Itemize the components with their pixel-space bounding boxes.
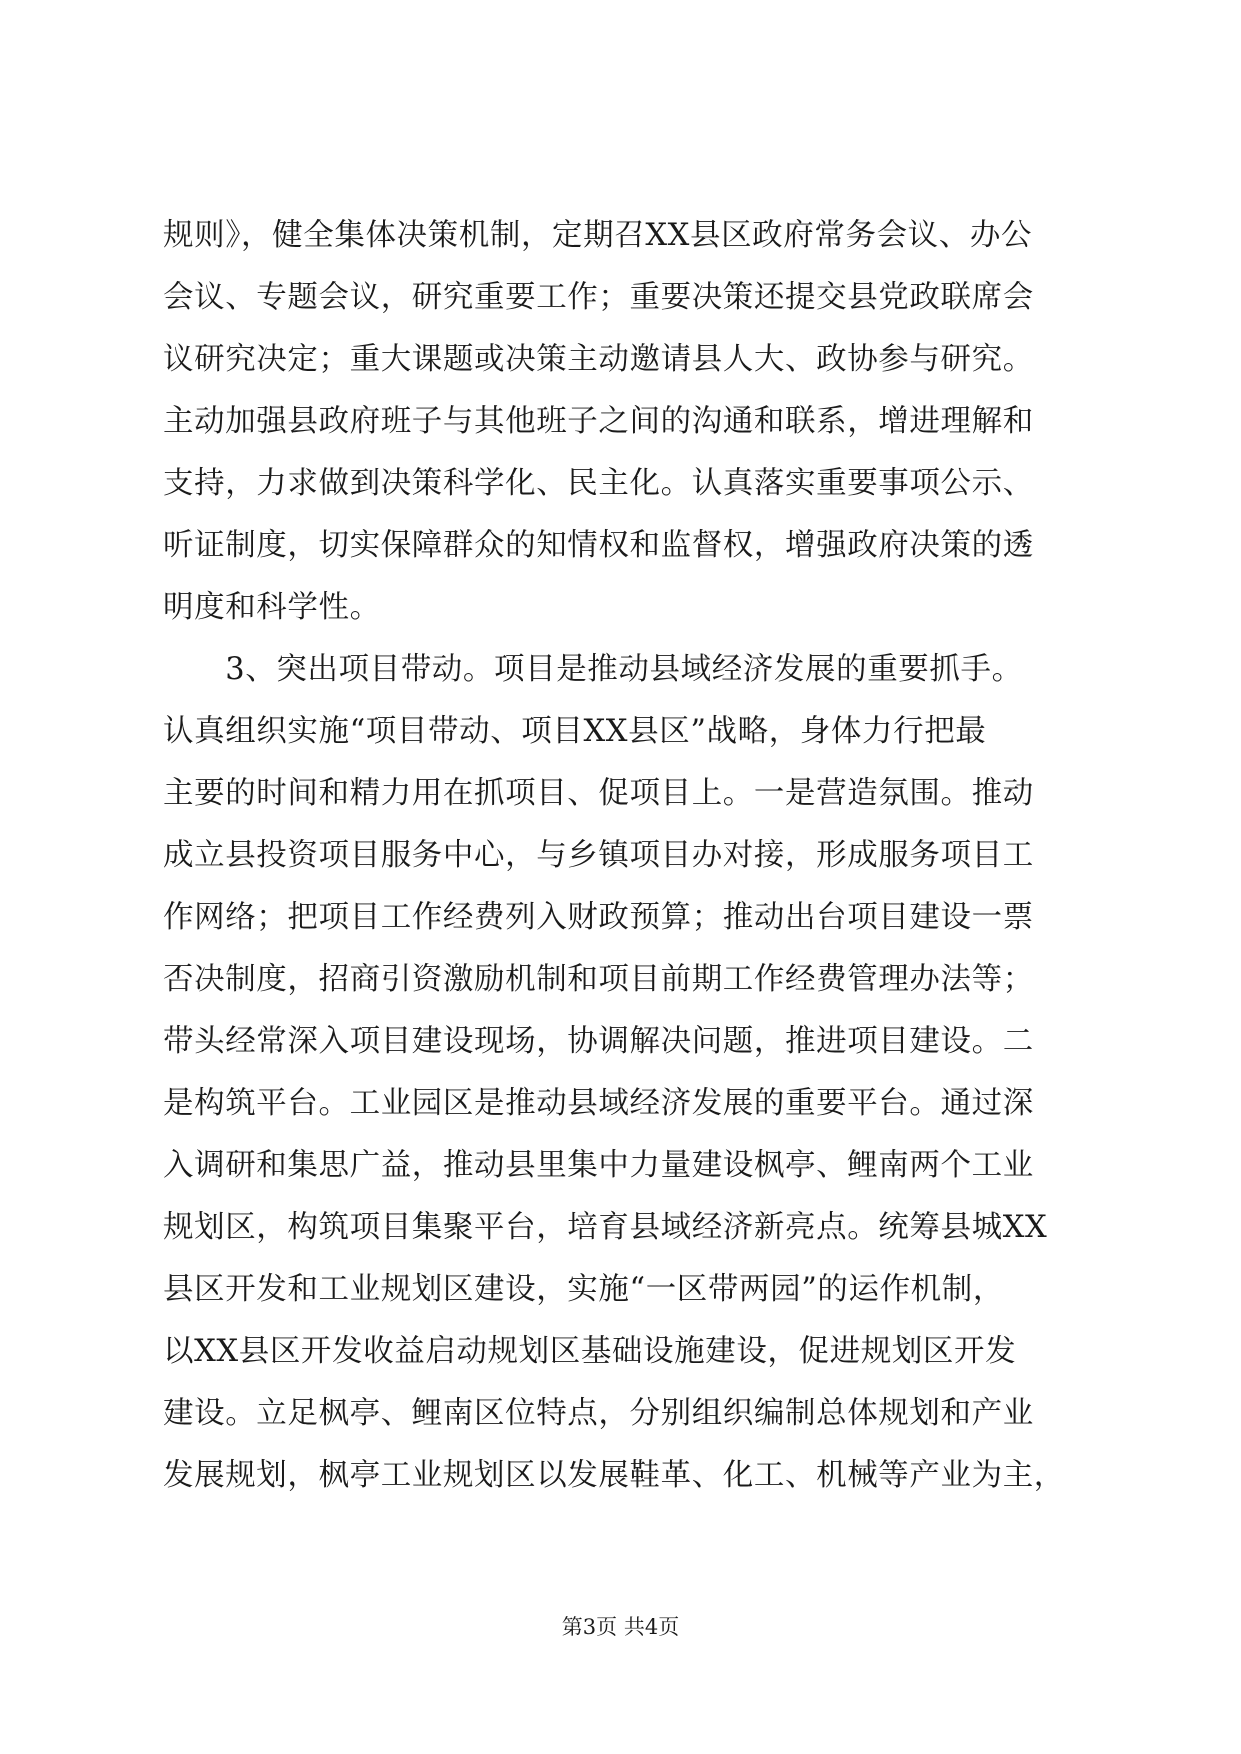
text-line: 主动加强县政府班子与其他班子之间的沟通和联系，增进理解和: [163, 404, 1034, 439]
text-line: 带头经常深入项目建设现场，协调解决问题，推进项目建设。二: [163, 1024, 1034, 1059]
text-line: 3、突出项目带动。项目是推动县域经济发展的重要抓手。: [163, 652, 1023, 687]
text-line: 明度和科学性。: [163, 590, 381, 625]
text-line: 以XX县区开发收益启动规划区基础设施建设，促进规划区开发: [163, 1334, 1017, 1369]
text-line: 支持，力求做到决策科学化、民主化。认真落实重要事项公示、: [163, 466, 1034, 501]
text-line: 发展规划，枫亭工业规划区以发展鞋革、化工、机械等产业为主，: [163, 1458, 1065, 1493]
text-line: 是构筑平台。工业园区是推动县域经济发展的重要平台。通过深: [163, 1086, 1034, 1121]
text-line: 议研究决定；重大课题或决策主动邀请县人大、政协参与研究。: [163, 342, 1034, 377]
text-line: 县区开发和工业规划区建设，实施“一区带两园”的运作机制，: [163, 1272, 1004, 1307]
text-line: 作网络；把项目工作经费列入财政预算；推动出台项目建设一票: [163, 900, 1034, 935]
text-line: 听证制度，切实保障群众的知情权和监督权，增强政府决策的透: [163, 528, 1034, 563]
text-line: 规划区，构筑项目集聚平台，培育县域经济新亮点。统筹县城XX: [163, 1210, 1048, 1245]
text-line: 入调研和集思广益，推动县里集中力量建设枫亭、鲤南两个工业: [163, 1148, 1034, 1183]
text-line: 规则》，健全集体决策机制，定期召XX县区政府常务会议、办公: [163, 218, 1033, 253]
text-line: 主要的时间和精力用在抓项目、促项目上。一是营造氛围。推动: [163, 776, 1034, 811]
text-line: 否决制度，招商引资激励机制和项目前期工作经费管理办法等；: [163, 962, 1034, 997]
text-line: 会议、专题会议，研究重要工作；重要决策还提交县党政联席会: [163, 280, 1034, 315]
page-number-footer: 第3页 共4页: [561, 1615, 680, 1639]
text-line: 建设。立足枫亭、鲤南区位特点，分别组织编制总体规划和产业: [163, 1396, 1034, 1431]
text-line: 认真组织实施“项目带动、项目XX县区”战略，身体力行把最: [163, 714, 987, 749]
text-line: 成立县投资项目服务中心，与乡镇项目办对接，形成服务项目工: [163, 838, 1034, 873]
